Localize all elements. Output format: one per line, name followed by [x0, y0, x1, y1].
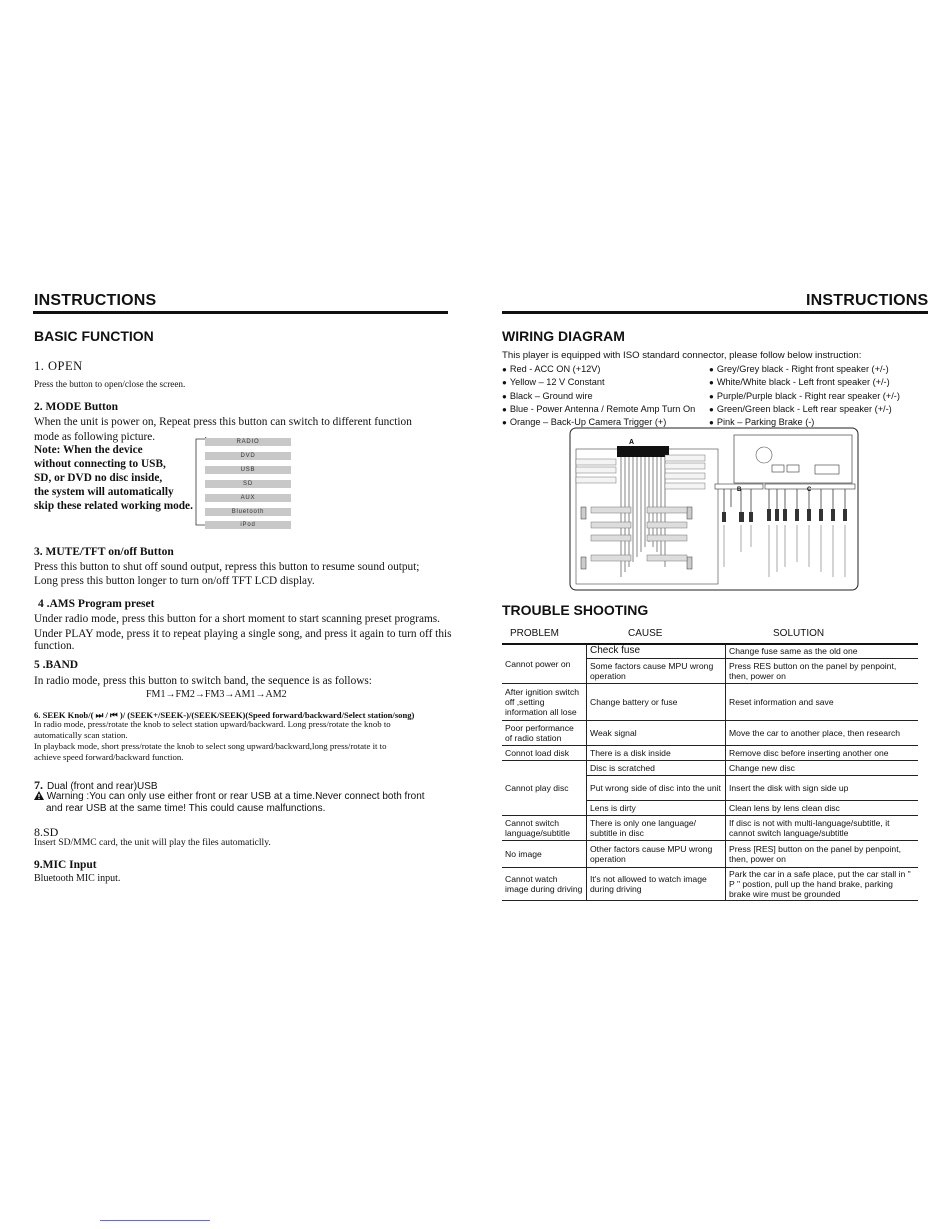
- ams-title: 4 .AMS Program preset: [38, 598, 155, 610]
- open-text: Press the button to open/close the screen.: [34, 379, 186, 389]
- trouble-shooting-table: [502, 644, 918, 901]
- ts-header-cause: CAUSE: [628, 628, 663, 639]
- band-title: 5 .BAND: [34, 659, 79, 671]
- seek-text-2: automatically scan station.: [34, 730, 128, 740]
- trouble-shooting-title: TROUBLE SHOOTING: [502, 602, 649, 618]
- mode-note-2: without connecting to USB,: [34, 458, 166, 470]
- mic-title: 9.MIC Input: [34, 859, 97, 871]
- usb-title: Dual (front and rear)USB: [47, 781, 158, 792]
- seek-text-1: In radio mode, press/rotate the knob to select station upward/backward. Long press/rotate the knob to: [34, 719, 391, 729]
- ts-problem: Cannot switch language/subtitle: [502, 816, 587, 841]
- ts-cause: It's not allowed to watch image during driving: [587, 868, 726, 901]
- ts-cause: There is only one language/ subtitle in disc: [587, 816, 726, 841]
- wire-item: ● Red - ACC ON (+12V): [502, 364, 601, 374]
- mode-title: 2. MODE Button: [34, 401, 119, 413]
- ts-problem: Cannot watch image during driving: [502, 868, 587, 901]
- table-row: [502, 684, 918, 721]
- wire-item: ● Black – Ground wire: [502, 390, 593, 401]
- wire-item: ● Blue - Power Antenna / Remote Amp Turn On: [502, 403, 696, 414]
- mute-text-1: Press this button to shut off sound output, repress this button to resume sound output;: [34, 561, 420, 573]
- ts-cause: Weak signal: [587, 721, 726, 746]
- ts-solution: Park the car in a safe place, put the car stall in " P " postion, pull up the hand brake, parking brake wire must be grounded: [726, 868, 919, 901]
- ts-solution: If disc is not with multi-language/subtitle, it cannot switch language/subtitle: [726, 816, 919, 841]
- ts-solution: Remove disc before inserting another one: [726, 746, 919, 761]
- seek-text-4: achieve speed forward/backward function.: [34, 752, 184, 762]
- ts-cause: Put wrong side of disc into the unit: [587, 776, 726, 801]
- ts-cause: Disc is scratched: [587, 761, 726, 776]
- band-sequence: FM1→FM2→FM3→AM1→AM2: [146, 689, 287, 700]
- mode-usb: USB: [205, 466, 291, 474]
- seek-text-3: In playback mode, short press/rotate the knob to select song upward/backward,long press/rotate it to: [34, 741, 387, 751]
- wire-item: ● Pink – Parking Brake (-): [709, 417, 815, 428]
- ams-text-1: Under radio mode, press this button for a short moment to start scanning preset programs.: [34, 613, 440, 625]
- mute-text-2: Long press this button longer to turn on/off TFT LCD display.: [34, 575, 315, 587]
- table-row: [502, 868, 918, 901]
- diagram-label-b: B: [737, 487, 742, 493]
- ts-solution: Clean lens by lens clean disc: [726, 801, 919, 816]
- open-title: 1. OPEN: [34, 359, 83, 373]
- sd-title: 8.SD: [34, 825, 59, 839]
- wire-item: ● White/White black - Left front speaker (+/-): [709, 377, 890, 388]
- wire-item: ● Green/Green black - Left rear speaker (+/-): [709, 403, 892, 414]
- ts-solution: Change fuse same as the old one: [726, 644, 919, 659]
- diagram-label-c: C: [807, 487, 812, 493]
- mode-note-3: SD, or DVD no disc inside,: [34, 472, 163, 484]
- mode-note-4: the system will automatically: [34, 486, 174, 498]
- mode-dvd: DVD: [205, 452, 291, 460]
- ts-problem: Connot load disk: [502, 746, 587, 761]
- ts-cause: Lens is dirty: [587, 801, 726, 816]
- ts-solution: Move the car to another place, then research: [726, 721, 919, 746]
- ts-cause: Other factors cause MPU wrong operation: [587, 841, 726, 868]
- ts-problem: Cannot play disc: [502, 761, 587, 816]
- warning-icon: [34, 791, 44, 800]
- table-row: [502, 841, 918, 868]
- table-row: [502, 816, 918, 841]
- wire-list-left: [502, 363, 695, 429]
- mode-note-5: skip these related working mode.: [34, 500, 193, 512]
- mode-text-1: When the unit is power on, Repeat press this button can switch to different function: [34, 416, 412, 428]
- ts-cause: Check fuse: [587, 644, 726, 659]
- usb-warning-1: [34, 791, 425, 803]
- wire-item: ● Purple/Purple black - Right rear speaker (+/-): [709, 390, 900, 401]
- diagram-label-a: A: [629, 439, 635, 446]
- table-row: [502, 721, 918, 746]
- usb-number: 7.: [34, 778, 43, 792]
- right-page-header: INSTRUCTIONS: [806, 292, 929, 309]
- right-header-rule: [502, 311, 928, 314]
- wire-list-right: [709, 363, 900, 429]
- mute-title: 3. MUTE/TFT on/off Button: [34, 546, 174, 558]
- wiring-intro: This player is equipped with ISO standard connector, please follow below instruction:: [502, 350, 862, 361]
- usb-warning-text-2: and rear USB at the same time! This could cause malfunctions.: [46, 803, 326, 814]
- ts-solution: Press RES button on the panel by penpoint, then, power on: [726, 659, 919, 684]
- ts-cause: There is a disk inside: [587, 746, 726, 761]
- ts-problem: Poor performance of radio station: [502, 721, 587, 746]
- ts-solution: Reset information and save: [726, 684, 919, 721]
- mode-ipod: iPod: [205, 521, 291, 529]
- left-page-header: INSTRUCTIONS: [34, 292, 157, 309]
- seek-title: 6. SEEK Knob/( ⏭ / ⏮ )/ (SEEK+/SEEK-)/(SEEK/SEEK)(Speed forward/backward/Select station/song): [34, 710, 415, 720]
- wire-item: ● Orange – Back-Up Camera Trigger (+): [502, 417, 667, 428]
- table-row: [502, 746, 918, 761]
- ams-text-2: Under PLAY mode, press it to repeat playing a single song, and press it again to turn off this: [34, 628, 452, 640]
- mic-text: Bluetooth MIC input.: [34, 873, 121, 884]
- mode-bluetooth: Bluetooth: [205, 508, 291, 516]
- wire-item: ● Yellow – 12 V Constant: [502, 377, 605, 388]
- ts-solution: Insert the disk with sign side up: [726, 776, 919, 801]
- usb-warning-text-1: Warning :You can only use either front or rear USB at a time.Never connect both front: [46, 791, 425, 802]
- ts-problem: No image: [502, 841, 587, 868]
- ts-header-solution: SOLUTION: [773, 628, 825, 639]
- footer-link-line: [100, 1220, 210, 1221]
- wiring-diagram-title: WIRING DIAGRAM: [502, 328, 625, 344]
- sd-text: Insert SD/MMC card, the unit will play the files automaticlly.: [34, 837, 271, 848]
- basic-function-title: BASIC FUNCTION: [34, 328, 154, 344]
- ts-cause: Some factors cause MPU wrong operation: [587, 659, 726, 684]
- mode-text-2: mode as following picture.: [34, 431, 156, 443]
- mode-aux: AUX: [205, 494, 291, 502]
- wire-item: ● Grey/Grey black - Right front speaker (+/-): [709, 364, 889, 374]
- ts-header-problem: PROBLEM: [510, 628, 559, 639]
- mode-note-1: Note: When the device: [34, 444, 143, 456]
- mode-sd: SD: [205, 480, 291, 488]
- table-row: [502, 761, 918, 776]
- ts-solution: Change new disc: [726, 761, 919, 776]
- ams-text-3: function.: [34, 640, 75, 652]
- ts-problem: Cannot power on: [502, 644, 587, 684]
- ts-cause: Change battery or fuse: [587, 684, 726, 721]
- band-text: In radio mode, press this button to switch band, the sequence is as follows:: [34, 675, 372, 687]
- table-row: [502, 644, 918, 659]
- left-header-rule: [33, 311, 448, 314]
- mode-radio: RADIO: [205, 438, 291, 446]
- wiring-diagram: [569, 427, 859, 591]
- ts-problem: After ignition switch off ,setting information all lose: [502, 684, 587, 721]
- ts-solution: Press [RES] button on the panel by penpoint, then, power on: [726, 841, 919, 868]
